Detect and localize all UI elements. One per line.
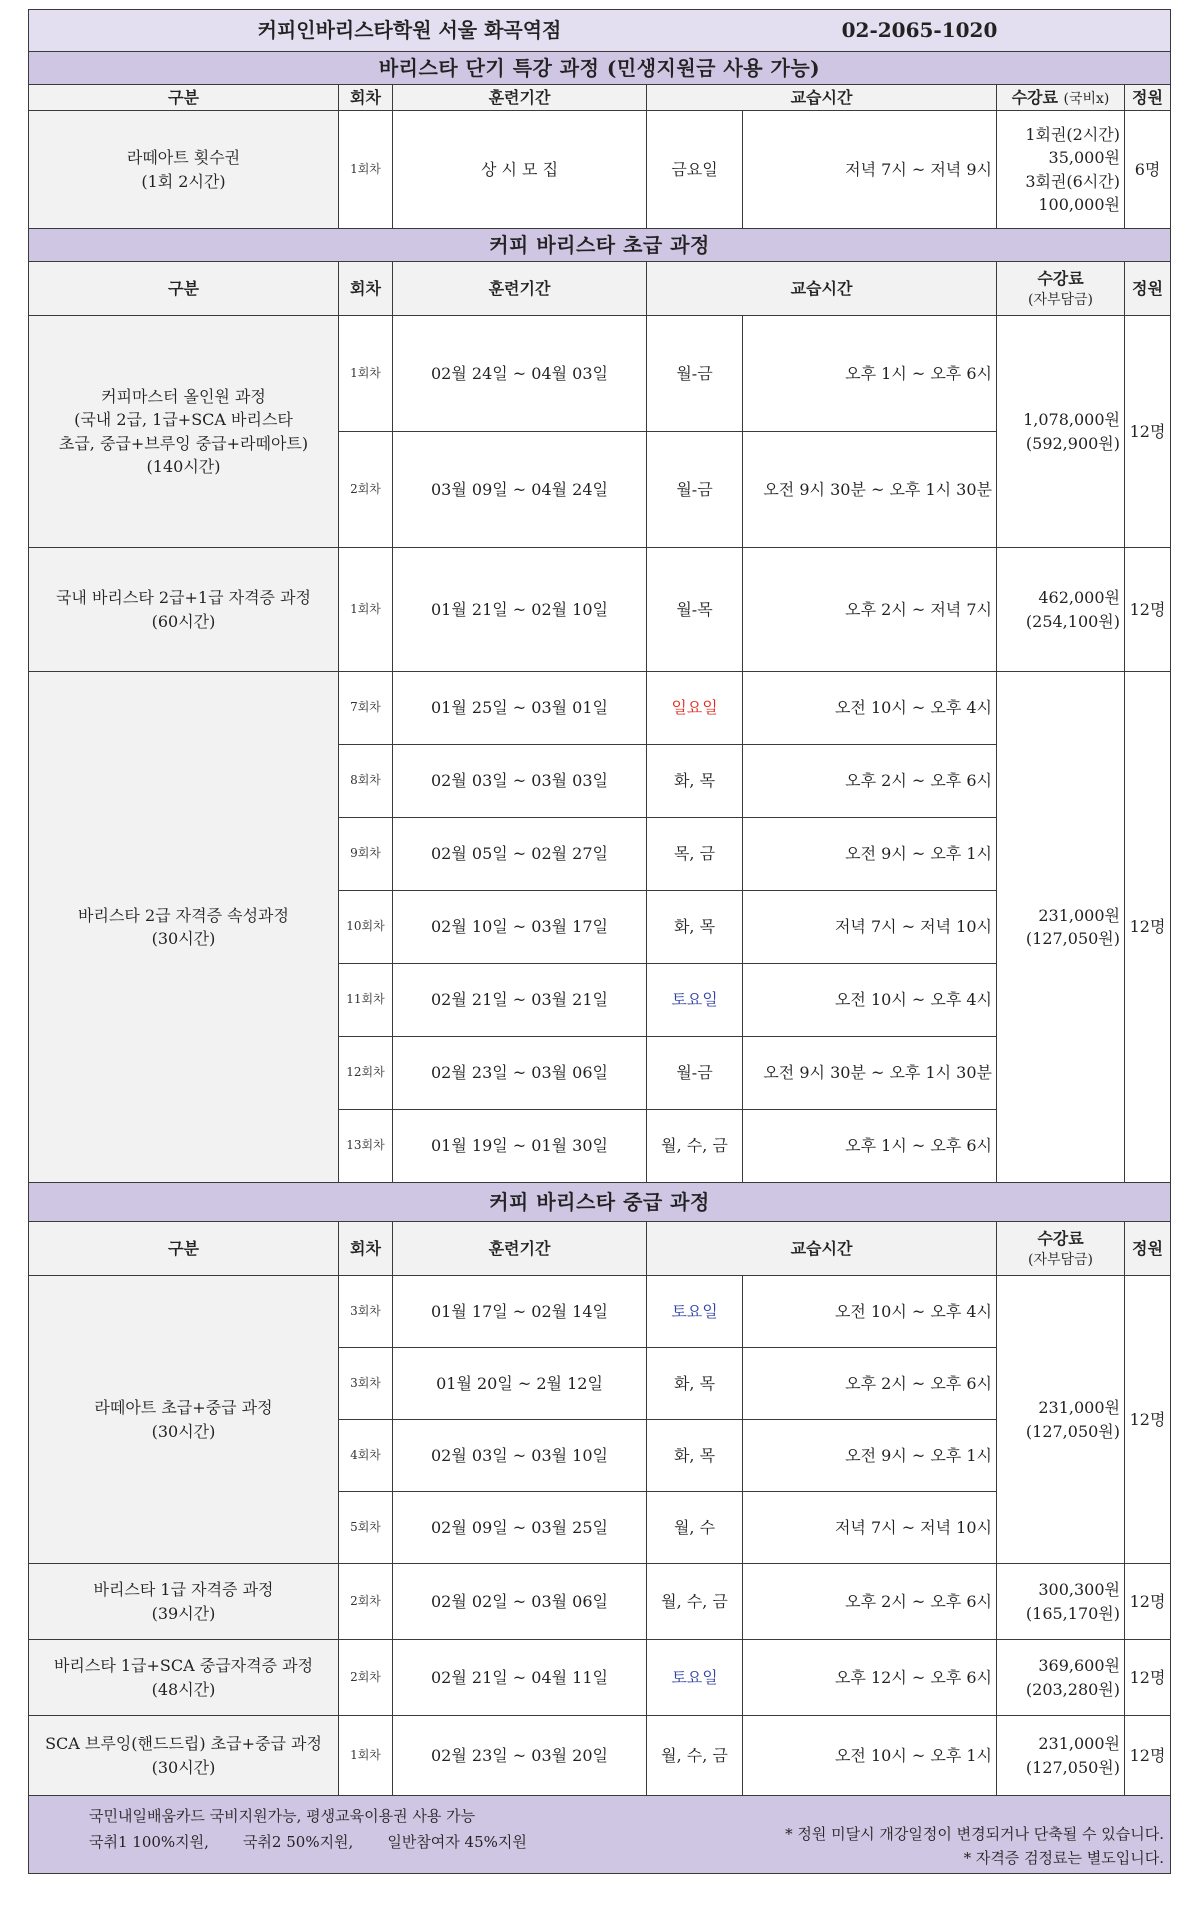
- col-fee-label: 수강료: [1011, 87, 1058, 107]
- session-number: 9회차: [339, 818, 393, 891]
- col-period: 훈련기간: [393, 1222, 647, 1276]
- footer-note-exam-fee: * 자격증 검정료는 별도입니다.: [963, 1849, 1165, 1867]
- training-period: 02월 21일 ~ 04월 11일: [393, 1640, 647, 1716]
- training-period: 상 시 모 집: [393, 111, 647, 229]
- col-fee-sub: (국비x): [1063, 90, 1110, 107]
- class-days: 토요일: [647, 1640, 743, 1716]
- class-days: 화, 목: [647, 1420, 743, 1492]
- course-capacity: 12명: [1125, 1640, 1171, 1716]
- session-number: 8회차: [339, 745, 393, 818]
- header-row: [29, 10, 1171, 52]
- class-days: 월-금: [647, 1037, 743, 1110]
- schedule-table: [28, 9, 1171, 1874]
- course-fee: 231,000원 (127,050원): [997, 1276, 1125, 1564]
- course-fee: 231,000원 (127,050원): [997, 1716, 1125, 1796]
- session-number: 2회차: [339, 1564, 393, 1640]
- col-capacity: 정원: [1125, 262, 1171, 316]
- table-row: [29, 1276, 1171, 1348]
- course-name: SCA 브루잉(핸드드립) 초급+중급 과정 (30시간): [29, 1716, 339, 1796]
- class-days: 월, 수, 금: [647, 1110, 743, 1183]
- session-number: 5회차: [339, 1492, 393, 1564]
- training-period: 01월 17일 ~ 02월 14일: [393, 1276, 647, 1348]
- class-days: 화, 목: [647, 891, 743, 964]
- course-capacity: 6명: [1125, 111, 1171, 229]
- session-number: 12회차: [339, 1037, 393, 1110]
- table-row: [29, 1716, 1171, 1796]
- class-time: 오후 2시 ~ 오후 6시: [743, 745, 997, 818]
- session-number: 2회차: [339, 432, 393, 548]
- course-capacity: 12명: [1125, 548, 1171, 672]
- session-number: 2회차: [339, 1640, 393, 1716]
- course-capacity: 12명: [1125, 1716, 1171, 1796]
- course-fee: 300,300원 (165,170원): [997, 1564, 1125, 1640]
- section-title-short: 바리스타 단기 특강 과정 (민생지원금 사용 가능): [29, 52, 1171, 85]
- training-period: 02월 24일 ~ 04월 03일: [393, 316, 647, 432]
- table-row: [29, 672, 1171, 745]
- class-time: 오후 1시 ~ 오후 6시: [743, 1110, 997, 1183]
- session-number: 13회차: [339, 1110, 393, 1183]
- class-days: 월, 수, 금: [647, 1564, 743, 1640]
- col-fee: [997, 85, 1125, 111]
- footer: [29, 1796, 1171, 1874]
- course-capacity: 12명: [1125, 1276, 1171, 1564]
- column-header-row: [29, 85, 1171, 111]
- class-days: 토요일: [647, 964, 743, 1037]
- academy-header: [29, 10, 1171, 52]
- table-row: [29, 548, 1171, 672]
- training-period: 01월 20일 ~ 2월 12일: [393, 1348, 647, 1420]
- course-fee: 1회권(2시간) 35,000원 3회권(6시간) 100,000원: [997, 111, 1125, 229]
- class-days: 목, 금: [647, 818, 743, 891]
- support-rate-3: 일반참여자 45%지원: [387, 1832, 527, 1851]
- course-name: 국내 바리스타 2급+1급 자격증 과정 (60시간): [29, 548, 339, 672]
- footer-support-rates: [89, 1830, 527, 1856]
- session-number: 7회차: [339, 672, 393, 745]
- training-period: 02월 23일 ~ 03월 06일: [393, 1037, 647, 1110]
- class-time: 오전 10시 ~ 오후 1시: [743, 1716, 997, 1796]
- col-session: 회차: [339, 1222, 393, 1276]
- col-period: 훈련기간: [393, 85, 647, 111]
- class-time: 오후 2시 ~ 오후 6시: [743, 1564, 997, 1640]
- col-class-time: 교습시간: [647, 262, 997, 316]
- session-number: 10회차: [339, 891, 393, 964]
- course-fee: 231,000원 (127,050원): [997, 672, 1125, 1183]
- col-fee: 수강료 (자부담금): [997, 1222, 1125, 1276]
- class-days: 화, 목: [647, 745, 743, 818]
- session-number: 3회차: [339, 1348, 393, 1420]
- academy-phone: 02-2065-1020: [841, 18, 998, 42]
- session-number: 1회차: [339, 316, 393, 432]
- col-class-time: 교습시간: [647, 1222, 997, 1276]
- section-title-basic: 커피 바리스타 초급 과정: [29, 229, 1171, 262]
- class-days: 월-목: [647, 548, 743, 672]
- class-time: 오후 2시 ~ 저녁 7시: [743, 548, 997, 672]
- column-header-row: [29, 1222, 1171, 1276]
- training-period: 01월 21일 ~ 02월 10일: [393, 548, 647, 672]
- col-fee: 수강료 (자부담금): [997, 262, 1125, 316]
- class-time: 오전 9시 30분 ~ 오후 1시 30분: [743, 432, 997, 548]
- class-time: 오후 12시 ~ 오후 6시: [743, 1640, 997, 1716]
- support-rate-1: 국취1 100%지원,: [89, 1832, 209, 1851]
- course-name: 바리스타 1급 자격증 과정 (39시간): [29, 1564, 339, 1640]
- session-number: 11회차: [339, 964, 393, 1037]
- col-category: 구분: [29, 1222, 339, 1276]
- col-category: 구분: [29, 262, 339, 316]
- table-row: [29, 1564, 1171, 1640]
- footer-row: [29, 1796, 1171, 1874]
- col-session: 회차: [339, 85, 393, 111]
- session-number: 1회차: [339, 548, 393, 672]
- training-period: 02월 05일 ~ 02월 27일: [393, 818, 647, 891]
- class-days: 토요일: [647, 1276, 743, 1348]
- course-fee: 462,000원 (254,100원): [997, 548, 1125, 672]
- table-row: [29, 316, 1171, 432]
- column-header-row: [29, 262, 1171, 316]
- training-period: 02월 09일 ~ 03월 25일: [393, 1492, 647, 1564]
- class-time: 오전 9시 30분 ~ 오후 1시 30분: [743, 1037, 997, 1110]
- training-period: 01월 19일 ~ 01월 30일: [393, 1110, 647, 1183]
- training-period: 02월 03일 ~ 03월 10일: [393, 1420, 647, 1492]
- class-time: 오후 2시 ~ 오후 6시: [743, 1348, 997, 1420]
- session-number: 3회차: [339, 1276, 393, 1348]
- footer-note-schedule: * 정원 미달시 개강일정이 변경되거나 단축될 수 있습니다.: [785, 1825, 1165, 1843]
- class-time: 오후 1시 ~ 오후 6시: [743, 316, 997, 432]
- class-days: 일요일: [647, 672, 743, 745]
- session-number: 1회차: [339, 111, 393, 229]
- course-name: 바리스타 2급 자격증 속성과정 (30시간): [29, 672, 339, 1183]
- section-title-intermediate: 커피 바리스타 중급 과정: [29, 1183, 1171, 1222]
- class-time: 오전 9시 ~ 오후 1시: [743, 818, 997, 891]
- table-row: [29, 1640, 1171, 1716]
- training-period: 02월 23일 ~ 03월 20일: [393, 1716, 647, 1796]
- col-period: 훈련기간: [393, 262, 647, 316]
- class-time: 저녁 7시 ~ 저녁 9시: [743, 111, 997, 229]
- col-capacity: 정원: [1125, 85, 1171, 111]
- course-fee: 1,078,000원 (592,900원): [997, 316, 1125, 548]
- col-session: 회차: [339, 262, 393, 316]
- training-period: 02월 21일 ~ 03월 21일: [393, 964, 647, 1037]
- class-time: 오전 10시 ~ 오후 4시: [743, 964, 997, 1037]
- academy-name: 커피인바리스타학원 서울 화곡역점: [257, 18, 562, 42]
- class-time: 오전 9시 ~ 오후 1시: [743, 1420, 997, 1492]
- course-capacity: 12명: [1125, 1564, 1171, 1640]
- class-time: 오전 10시 ~ 오후 4시: [743, 672, 997, 745]
- course-schedule-sheet: [28, 9, 1170, 1874]
- training-period: 02월 03일 ~ 03월 03일: [393, 745, 647, 818]
- course-capacity: 12명: [1125, 672, 1171, 1183]
- training-period: 01월 25일 ~ 03월 01일: [393, 672, 647, 745]
- class-time: 저녁 7시 ~ 저녁 10시: [743, 891, 997, 964]
- footer-support-info: [89, 1804, 527, 1855]
- col-class-time: 교습시간: [647, 85, 997, 111]
- session-number: 1회차: [339, 1716, 393, 1796]
- class-time: 오전 10시 ~ 오후 4시: [743, 1276, 997, 1348]
- class-days: 월-금: [647, 432, 743, 548]
- footer-notes: [785, 1822, 1164, 1870]
- class-time: 저녁 7시 ~ 저녁 10시: [743, 1492, 997, 1564]
- training-period: 02월 02일 ~ 03월 06일: [393, 1564, 647, 1640]
- course-name: 바리스타 1급+SCA 중급자격증 과정 (48시간): [29, 1640, 339, 1716]
- class-days: 월-금: [647, 316, 743, 432]
- training-period: 03월 09일 ~ 04월 24일: [393, 432, 647, 548]
- course-name: 커피마스터 올인원 과정 (국내 2급, 1급+SCA 바리스타 초급, 중급+브루잉 중급+라떼아트) (140시간): [29, 316, 339, 548]
- support-rate-2: 국취2 50%지원,: [242, 1832, 354, 1851]
- table-row: [29, 111, 1171, 229]
- session-number: 4회차: [339, 1420, 393, 1492]
- footer-card-info: 국민내일배움카드 국비지원가능, 평생교육이용권 사용 가능: [89, 1807, 476, 1825]
- col-capacity: 정원: [1125, 1222, 1171, 1276]
- training-period: 02월 10일 ~ 03월 17일: [393, 891, 647, 964]
- class-days: 월, 수, 금: [647, 1716, 743, 1796]
- col-category: 구분: [29, 85, 339, 111]
- course-name: 라떼아트 횟수권 (1회 2시간): [29, 111, 339, 229]
- class-days: 화, 목: [647, 1348, 743, 1420]
- class-days: 금요일: [647, 111, 743, 229]
- course-capacity: 12명: [1125, 316, 1171, 548]
- course-name: 라떼아트 초급+중급 과정 (30시간): [29, 1276, 339, 1564]
- course-fee: 369,600원 (203,280원): [997, 1640, 1125, 1716]
- class-days: 월, 수: [647, 1492, 743, 1564]
